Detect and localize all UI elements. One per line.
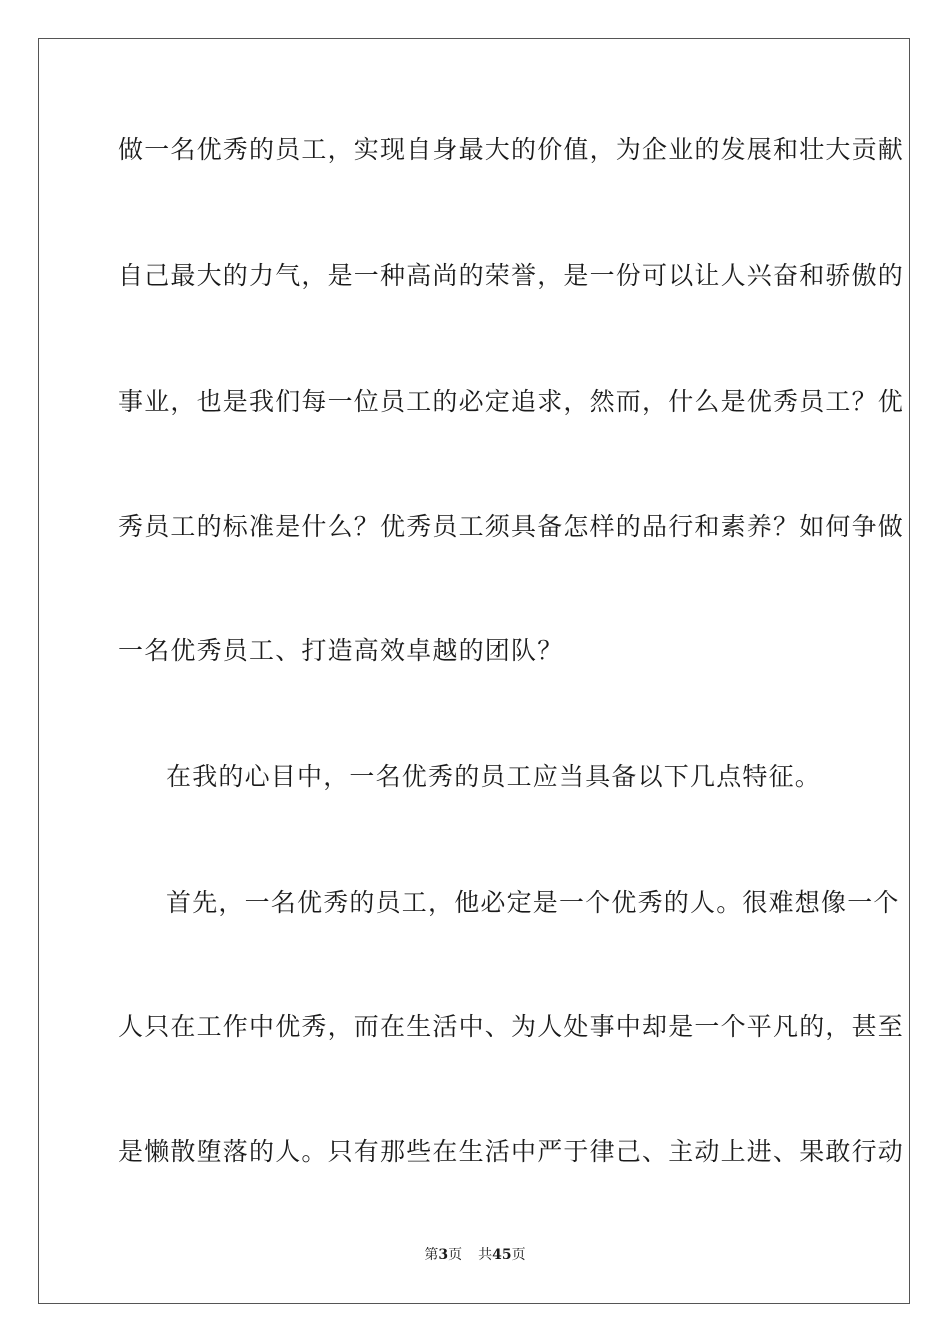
page-border [38, 38, 910, 1304]
paragraph-2-line-1: 在我的心目中，一名优秀的员工应当具备以下几点特征。 [166, 762, 822, 791]
paragraph-3-line-2: 人只在工作中优秀，而在生活中、为人处事中却是一个平凡的，甚至 [118, 1012, 905, 1041]
page-suffix: 页 [448, 1247, 463, 1263]
text-line-4: 秀员工的标准是什么？优秀员工须具备怎样的品行和素养？如何争做 [118, 512, 905, 541]
page-prefix: 第 [424, 1247, 439, 1263]
text-line-3: 事业，也是我们每一位员工的必定追求，然而，什么是优秀员工？优 [118, 387, 905, 416]
total-pages: 45 [492, 1247, 512, 1263]
total-suffix: 页 [511, 1247, 526, 1263]
total-prefix: 共 [478, 1247, 493, 1263]
text-line-5: 一名优秀员工、打造高效卓越的团队？ [118, 636, 564, 665]
page-number: 3 [438, 1247, 449, 1263]
text-line-2: 自己最大的力气，是一种高尚的荣誉，是一份可以让人兴奋和骄傲的 [118, 261, 905, 290]
text-line-1: 做一名优秀的员工，实现自身最大的价值，为企业的发展和壮大贡献 [118, 135, 905, 164]
paragraph-3-line-3: 是懒散堕落的人。只有那些在生活中严于律己、主动上进、果敢行动 [118, 1137, 905, 1166]
page-footer [0, 1246, 950, 1264]
paragraph-3-line-1: 首先，一名优秀的员工，他必定是一个优秀的人。很难想像一个 [166, 888, 900, 917]
